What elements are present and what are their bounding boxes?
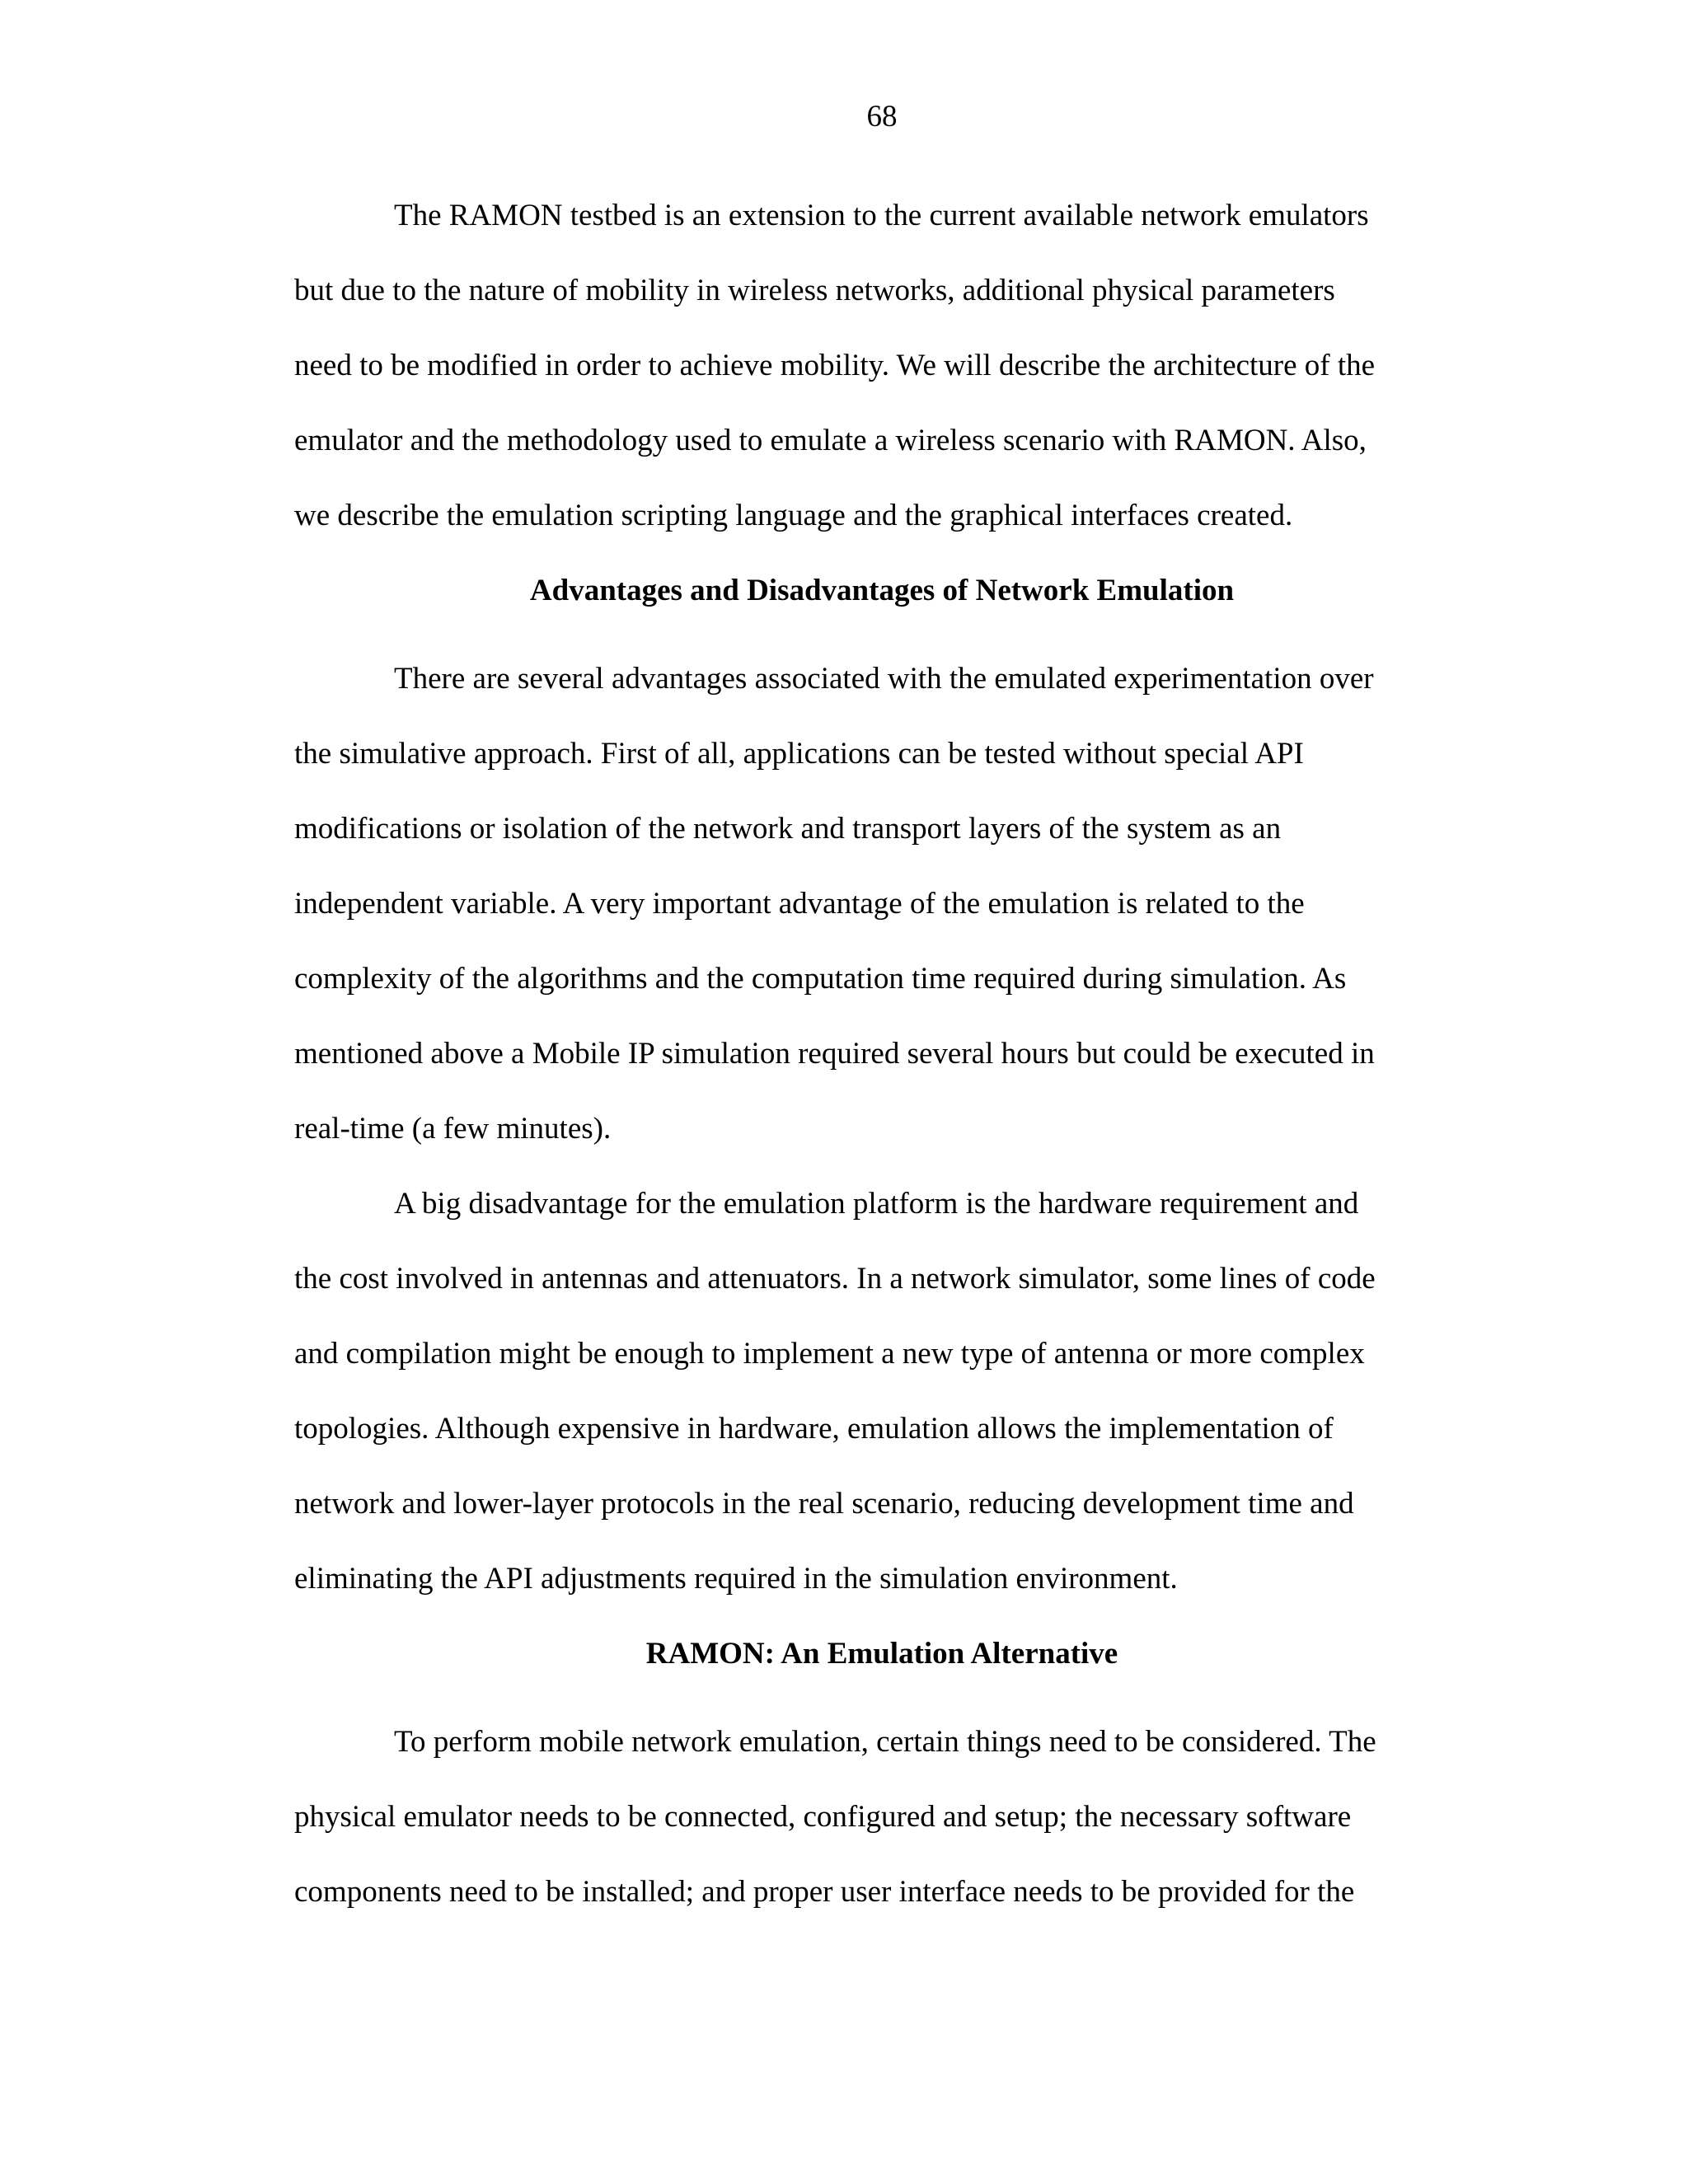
paragraph-3-line-2: the cost involved in antennas and attenuators. In a network simulator, some lines of code xyxy=(294,1262,1376,1296)
paragraph-1-line-5: we describe the emulation scripting language and the graphical interfaces created. xyxy=(294,499,1293,532)
paragraph-1-line-3: need to be modified in order to achieve mobility. We will describe the architecture of the xyxy=(294,349,1376,382)
paragraph-2-line-6: mentioned above a Mobile IP simulation required several hours but could be executed in xyxy=(294,1037,1375,1071)
paragraph-2-line-5: complexity of the algorithms and the computation time required during simulation. As xyxy=(294,962,1347,996)
paragraph-2-line-3: modifications or isolation of the network and transport layers of the system as an xyxy=(294,812,1282,846)
paragraph-3-line-4: topologies. Although expensive in hardware, emulation allows the implementation of xyxy=(294,1412,1334,1446)
paragraph-2-line-4: independent variable. A very important advantage of the emulation is related to the xyxy=(294,887,1305,921)
paragraph-3-line-1: A big disadvantage for the emulation platform is the hardware requirement and xyxy=(394,1187,1359,1221)
paragraph-3-line-6: eliminating the API adjustments required in the simulation environment. xyxy=(294,1562,1178,1596)
paragraph-2-line-1: There are several advantages associated with the emulated experimentation over xyxy=(394,662,1374,696)
section-heading-ramon: RAMON: An Emulation Alternative xyxy=(645,1637,1118,1671)
paragraph-4-line-3: components need to be installed; and proper user interface needs to be provided for the xyxy=(294,1875,1355,1909)
paragraph-1-line-1: The RAMON testbed is an extension to the current available network emulators xyxy=(394,199,1369,232)
paragraph-2-line-2: the simulative approach. First of all, applications can be tested without special API xyxy=(294,737,1304,771)
paragraph-1-line-4: emulator and the methodology used to emulate a wireless scenario with RAMON. Also, xyxy=(294,424,1367,457)
paragraph-2-line-7: real-time (a few minutes). xyxy=(294,1112,612,1146)
paragraph-3-line-3: and compilation might be enough to implement a new type of antenna or more complex xyxy=(294,1337,1365,1371)
paragraph-3-line-5: network and lower-layer protocols in the real scenario, reducing development time and xyxy=(294,1487,1354,1521)
paragraph-4-line-2: physical emulator needs to be connected, configured and setup; the necessary software xyxy=(294,1800,1352,1834)
page-number: 68 xyxy=(866,100,898,134)
paragraph-4-line-1: To perform mobile network emulation, certain things need to be considered. The xyxy=(394,1725,1376,1759)
section-heading-advantages: Advantages and Disadvantages of Network Emulation xyxy=(529,574,1235,607)
paragraph-1-line-2: but due to the nature of mobility in wireless networks, additional physical parameters xyxy=(294,274,1335,307)
